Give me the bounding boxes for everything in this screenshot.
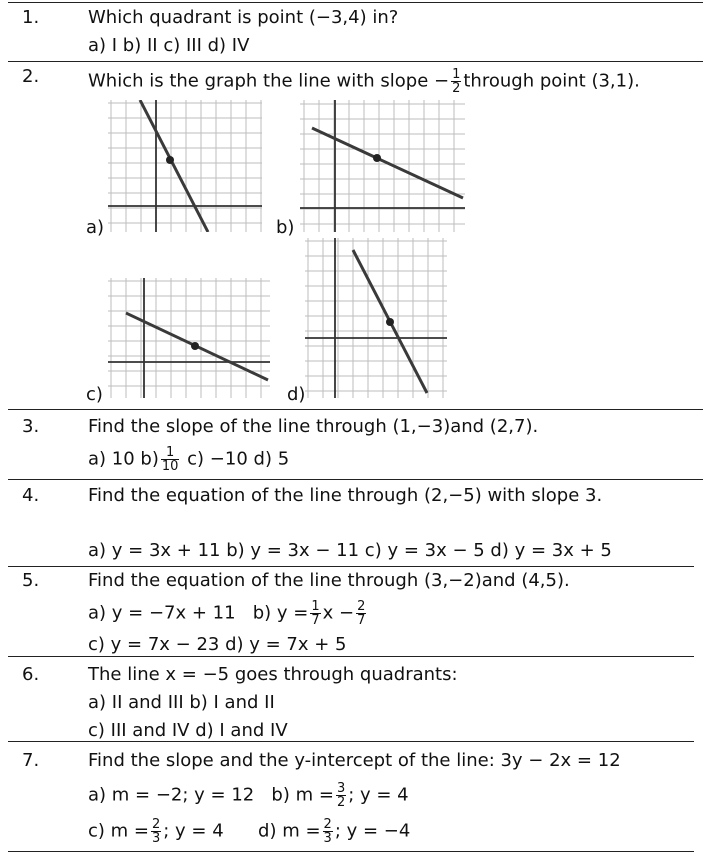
question-text: Which quadrant is point (−3,4) in?: [88, 7, 399, 28]
graph-b: [300, 100, 465, 232]
choice-d-fraction: [323, 818, 333, 845]
choice-d-prefix: d) m =: [258, 820, 321, 842]
point-marker: [166, 156, 174, 164]
rule-q5-q6: [8, 656, 694, 657]
question-text: Find the equation of the line through (3,−2)and (4,5).: [88, 570, 570, 591]
choice-c-fraction: [151, 818, 161, 845]
choice-b-fraction: [336, 782, 346, 809]
graphed-line: [140, 100, 208, 232]
fraction-denominator: 3: [323, 831, 332, 846]
graph-a: [108, 100, 262, 232]
graph-d-label: d): [287, 384, 306, 405]
fraction-denominator: 2: [452, 81, 461, 96]
graph-d: [305, 238, 447, 398]
answer-choices-row1: [88, 782, 409, 809]
graph-c: [108, 278, 270, 398]
answer-choices: [88, 446, 289, 473]
question-text: Find the slope of the line through (1,−3)and (2,7).: [88, 416, 539, 437]
rule-bottom: [8, 851, 694, 852]
fraction-numerator: 1: [452, 67, 461, 82]
fraction-denominator: 3: [151, 831, 161, 846]
point-marker: [373, 154, 381, 162]
choice-d: d) 5: [253, 448, 290, 470]
answer-choices-row1: a) II and III b) I and II: [88, 692, 275, 713]
fraction-denominator: 2: [336, 795, 346, 810]
graph-a-label: a): [86, 217, 105, 238]
fraction-numerator: 1: [311, 599, 320, 614]
answer-choices: a) y = 3x + 11 b) y = 3x − 11 c) y = 3x − 5 d) y = 3x + 5: [88, 540, 612, 561]
question-text: Find the equation of the line through (2,−5) with slope 3.: [88, 485, 603, 506]
slope-fraction: [451, 68, 461, 95]
question-number: 1.: [22, 7, 40, 28]
question-text: The line x = −5 goes through quadrants:: [88, 664, 458, 685]
answer-choices-row2: [88, 818, 410, 845]
choice-b: b): [140, 448, 159, 470]
fraction-denominator: 7: [357, 613, 366, 628]
rule-q6-q7: [8, 741, 694, 742]
graph-c-label: c): [86, 384, 103, 405]
fraction-numerator: 2: [323, 817, 332, 832]
choice-b-middle: x −: [322, 602, 355, 624]
choice-d-suffix: ; y = −4: [334, 820, 411, 842]
fraction-numerator: 3: [336, 781, 346, 796]
choice-c: c) −10: [187, 448, 248, 470]
answer-choices-row1: [88, 600, 368, 627]
question-number: 4.: [22, 485, 40, 506]
question-number: 2.: [22, 66, 40, 87]
question-number: 5.: [22, 570, 40, 591]
fraction-numerator: 2: [151, 817, 161, 832]
answer-choices: a) I b) II c) III d) IV: [88, 35, 250, 56]
answer-choices-row2: c) y = 7x − 23 d) y = 7x + 5: [88, 634, 347, 655]
rule-q2-q3: [8, 409, 703, 410]
rule-top: [8, 2, 703, 3]
fraction-denominator: 10: [161, 459, 179, 474]
choice-c-prefix: c) m =: [88, 820, 149, 842]
fraction-numerator: 1: [161, 446, 180, 460]
answer-choices-row2: c) III and IV d) I and IV: [88, 720, 288, 741]
rule-q3-q4: [8, 479, 703, 480]
graph-b-label: b): [276, 217, 295, 238]
choice-a: a) 10: [88, 448, 135, 470]
choice-a: a) y = −7x + 11: [88, 602, 236, 624]
choice-b-prefix: b) y =: [252, 602, 309, 624]
point-marker: [191, 342, 199, 350]
choice-b-fraction-2: [356, 600, 366, 627]
choice-b-prefix: b) m =: [271, 784, 334, 806]
question-number: 7.: [22, 750, 40, 771]
question-number: 6.: [22, 664, 40, 685]
choice-b-fraction-1: [310, 600, 320, 627]
choice-b-suffix: ; y = 4: [348, 784, 409, 806]
choice-b-fraction: [161, 446, 180, 473]
question-text-end: through point (3,1).: [463, 70, 640, 92]
fraction-numerator: 2: [357, 599, 366, 614]
question-text: [88, 68, 640, 95]
fraction-denominator: 7: [311, 613, 320, 628]
point-marker: [386, 318, 394, 326]
choice-c-suffix: ; y = 4: [163, 820, 224, 842]
rule-q1-q2: [8, 61, 703, 62]
question-text-start: Which is the graph the line with slope −: [88, 70, 450, 92]
question-number: 3.: [22, 416, 40, 437]
question-text: Find the slope and the y-intercept of the line: 3y − 2x = 12: [88, 750, 621, 771]
choice-a: a) m = −2; y = 12: [88, 784, 255, 806]
rule-q4-q5: [8, 566, 694, 567]
